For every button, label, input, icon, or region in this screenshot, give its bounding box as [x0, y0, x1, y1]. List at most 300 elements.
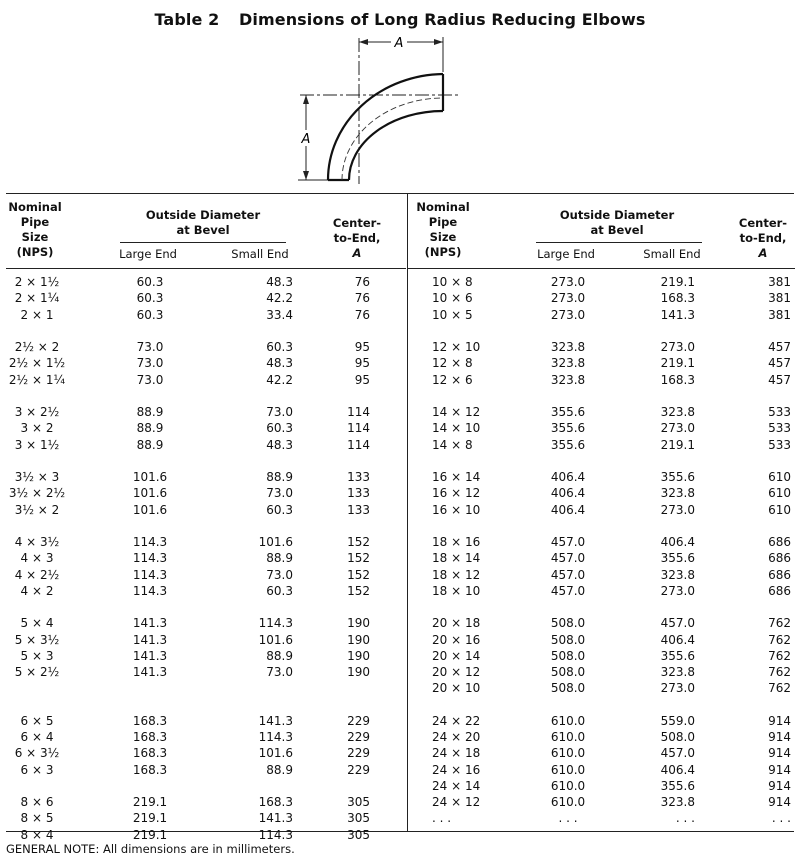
- cell-a: 190: [347, 616, 370, 631]
- header-large-end: Large End: [537, 247, 595, 261]
- cell-a: 457: [768, 356, 791, 371]
- cell-small: 114.3: [258, 827, 293, 842]
- cell-nps: 2½ × 1¼: [8, 372, 66, 387]
- arrowhead-up-icon: [303, 95, 309, 104]
- table-row: [6, 420, 406, 436]
- cell-a: . . .: [771, 811, 791, 826]
- cell-small: 114.3: [258, 616, 293, 631]
- cell-small: 219.1: [660, 356, 695, 371]
- cell-small: 457.0: [660, 746, 695, 761]
- table-row: [408, 713, 795, 729]
- table-row: [408, 664, 795, 680]
- cell-small: . . .: [675, 811, 695, 826]
- table-row: [6, 339, 406, 355]
- table-row: [6, 583, 406, 599]
- cell-small: 323.8: [660, 486, 695, 501]
- table-row: [6, 745, 406, 761]
- cell-large: 508.0: [550, 681, 586, 696]
- cell-large: 88.9: [136, 437, 164, 452]
- cell-small: 355.6: [660, 551, 695, 566]
- cell-nps: 14 × 10: [432, 421, 481, 436]
- cell-a: 152: [347, 583, 370, 598]
- cell-large: 610.0: [550, 795, 586, 809]
- table-row: [408, 274, 795, 290]
- table-row: [6, 567, 406, 583]
- table-row: [408, 469, 795, 485]
- cell-small: 48.3: [266, 275, 293, 289]
- cell-nps: 5 × 3: [20, 648, 54, 663]
- table-number: Table 2: [154, 10, 220, 29]
- cell-a: 762: [768, 648, 791, 663]
- cell-large: 141.3: [132, 665, 168, 679]
- cell-nps: 20 × 14: [432, 648, 481, 663]
- cell-a: 190: [347, 665, 370, 679]
- cell-large: 101.6: [132, 470, 168, 484]
- table-row: [408, 729, 795, 745]
- table-row: [6, 485, 406, 501]
- cell-a: 76: [354, 291, 370, 306]
- cell-small: 219.1: [660, 275, 695, 289]
- cell-a: 114: [347, 421, 370, 436]
- table-row: [6, 713, 406, 729]
- cell-large: 101.6: [132, 502, 168, 517]
- cell-a: 114: [347, 405, 370, 419]
- table-left-half: [6, 194, 406, 842]
- cell-nps: 18 × 12: [432, 567, 481, 582]
- table-row: [6, 729, 406, 745]
- cell-a: 762: [768, 665, 791, 679]
- cell-a: 686: [768, 567, 791, 582]
- cell-a: 914: [768, 713, 791, 728]
- cell-large: 323.8: [550, 372, 586, 387]
- cell-a: 457: [768, 340, 791, 354]
- table-row: [408, 534, 795, 550]
- table-row: [6, 355, 406, 371]
- table-row: [408, 372, 795, 388]
- cell-small: 73.0: [266, 665, 293, 679]
- cell-a: 305: [347, 811, 370, 826]
- cell-small: 73.0: [266, 405, 293, 419]
- table-row: [6, 632, 406, 648]
- cell-a: 152: [347, 567, 370, 582]
- table-row: [408, 567, 795, 583]
- table-row: [6, 810, 406, 826]
- cell-nps: 3½ × 2: [14, 502, 60, 517]
- header-od-group: Outside Diameter at Bevel: [145, 208, 261, 237]
- cell-a: 610: [768, 486, 791, 501]
- cell-nps: 4 × 3½: [14, 535, 60, 549]
- header-small-end: Small End: [231, 247, 289, 261]
- cell-large: 457.0: [550, 535, 586, 549]
- table-row: [408, 339, 795, 355]
- cell-small: 88.9: [266, 551, 293, 566]
- cell-nps: 20 × 12: [432, 665, 481, 679]
- cell-large: 168.3: [132, 746, 168, 761]
- cell-large: 219.1: [132, 811, 168, 826]
- cell-large: 88.9: [136, 405, 164, 419]
- cell-large: 60.3: [136, 275, 164, 289]
- cell-nps: 12 × 6: [432, 372, 473, 387]
- cell-small: 273.0: [660, 583, 695, 598]
- cell-small: 273.0: [660, 340, 695, 354]
- table-row: [408, 615, 795, 631]
- cell-small: 48.3: [266, 356, 293, 371]
- cell-a: 686: [768, 583, 791, 598]
- table-row: [408, 290, 795, 306]
- cell-nps: 8 × 5: [20, 811, 54, 826]
- table-header-right: [408, 194, 795, 269]
- cell-small: 33.4: [266, 307, 293, 322]
- cell-a: 762: [768, 681, 791, 696]
- cell-large: 508.0: [550, 648, 586, 663]
- cell-nps: 2½ × 1½: [8, 356, 66, 371]
- cell-large: 355.6: [550, 421, 586, 436]
- cell-nps: 4 × 2: [20, 583, 54, 598]
- table-row: [408, 778, 795, 794]
- cell-small: 42.2: [266, 372, 293, 387]
- cell-small: 168.3: [258, 795, 293, 809]
- cell-small: 141.3: [258, 713, 293, 728]
- cell-a: 114: [347, 437, 370, 452]
- cell-a: 95: [354, 356, 370, 371]
- cell-nps: 12 × 10: [432, 340, 481, 354]
- table-row: [408, 794, 795, 810]
- table-row: [408, 745, 795, 761]
- cell-a: 229: [347, 762, 370, 777]
- table-row: [6, 307, 406, 323]
- cell-nps: 24 × 18: [432, 746, 481, 761]
- cell-nps: 3 × 2½: [14, 405, 60, 419]
- cell-large: 610.0: [550, 778, 586, 793]
- cell-nps: . . .: [432, 811, 452, 826]
- cell-large: 610.0: [550, 762, 586, 777]
- cell-a: 229: [347, 713, 370, 728]
- cell-a: 533: [768, 437, 791, 452]
- arrowhead-left-icon: [359, 39, 368, 45]
- cell-nps: 5 × 4: [20, 616, 54, 631]
- cell-nps: 10 × 6: [432, 291, 473, 306]
- cell-a: 914: [768, 746, 791, 761]
- cell-a: 381: [768, 275, 791, 289]
- cell-large: 73.0: [136, 356, 164, 371]
- cell-a: 229: [347, 746, 370, 761]
- table-row: [6, 290, 406, 306]
- cell-large: 610.0: [550, 746, 586, 761]
- cell-nps: 6 × 3: [20, 762, 54, 777]
- cell-nps: 24 × 16: [432, 762, 481, 777]
- cell-large: 141.3: [132, 632, 168, 647]
- cell-small: 60.3: [266, 340, 293, 354]
- table-header-left: [6, 194, 406, 269]
- cell-small: 406.4: [660, 535, 695, 549]
- cell-nps: 5 × 2½: [14, 665, 60, 679]
- cell-large: 457.0: [550, 551, 586, 566]
- cell-small: 141.3: [258, 811, 293, 826]
- general-note: GENERAL NOTE: All dimensions are in millimeters.: [6, 842, 295, 856]
- cell-a: 95: [354, 340, 370, 354]
- cell-nps: 8 × 4: [20, 827, 54, 842]
- table-row: [408, 680, 795, 696]
- cell-large: 508.0: [550, 665, 586, 679]
- cell-large: 508.0: [550, 632, 586, 647]
- table-row: [408, 502, 795, 518]
- cell-small: 168.3: [660, 291, 695, 306]
- cell-large: 114.3: [132, 567, 168, 582]
- cell-nps: 4 × 2½: [14, 567, 60, 582]
- arrowhead-right-icon: [434, 39, 443, 45]
- cell-a: 610: [768, 502, 791, 517]
- table-row: [6, 469, 406, 485]
- elbow-outer-wall: [328, 74, 443, 180]
- table-row: [408, 810, 795, 826]
- cell-large: 406.4: [550, 486, 586, 501]
- cell-nps: 3½ × 3: [14, 470, 60, 484]
- cell-nps: 4 × 3: [20, 551, 54, 566]
- cell-small: 355.6: [660, 470, 695, 484]
- cell-nps: 14 × 8: [432, 437, 473, 452]
- cell-nps: 2 × 1½: [14, 275, 60, 289]
- header-small-end: Small End: [643, 247, 701, 261]
- cell-small: 168.3: [660, 372, 695, 387]
- cell-a: 133: [347, 502, 370, 517]
- header-rule: [120, 242, 286, 243]
- cell-nps: 16 × 10: [432, 502, 481, 517]
- cell-large: 114.3: [132, 551, 168, 566]
- cell-small: 508.0: [660, 730, 695, 744]
- cell-large: 457.0: [550, 567, 586, 582]
- cell-small: 559.0: [660, 713, 695, 728]
- cell-large: 168.3: [132, 762, 168, 777]
- table-row: [408, 404, 795, 420]
- cell-nps: 3 × 1½: [14, 437, 60, 452]
- cell-a: 914: [768, 778, 791, 793]
- cell-a: 686: [768, 535, 791, 549]
- cell-small: 219.1: [660, 437, 695, 452]
- cell-small: 323.8: [660, 665, 695, 679]
- header-large-end: Large End: [119, 247, 177, 261]
- table-row: [6, 274, 406, 290]
- cell-a: 457: [768, 372, 791, 387]
- header-rule: [536, 242, 702, 243]
- cell-large: 406.4: [550, 502, 586, 517]
- elbow-inner-wall: [349, 111, 443, 180]
- table-row: [6, 648, 406, 664]
- cell-small: 273.0: [660, 421, 695, 436]
- cell-large: 355.6: [550, 437, 586, 452]
- cell-nps: 24 × 12: [432, 795, 481, 809]
- cell-large: 273.0: [550, 307, 586, 322]
- cell-a: 533: [768, 421, 791, 436]
- cell-nps: 12 × 8: [432, 356, 473, 371]
- cell-small: 88.9: [266, 648, 293, 663]
- cell-nps: 2 × 1¼: [14, 291, 60, 306]
- cell-nps: 3½ × 2½: [8, 486, 66, 501]
- cell-nps: 20 × 10: [432, 681, 481, 696]
- table-row: [408, 550, 795, 566]
- cell-large: 141.3: [132, 616, 168, 631]
- cell-large: 323.8: [550, 356, 586, 371]
- table-row: [408, 648, 795, 664]
- cell-nps: 24 × 20: [432, 730, 481, 744]
- cell-a: 914: [768, 795, 791, 809]
- cell-a: 152: [347, 535, 370, 549]
- cell-a: 686: [768, 551, 791, 566]
- dimensions-table: [6, 193, 794, 842]
- cell-small: 457.0: [660, 616, 695, 631]
- cell-a: 190: [347, 632, 370, 647]
- cell-nps: 8 × 6: [20, 795, 54, 809]
- table-row: [408, 355, 795, 371]
- dimension-label-top: A: [394, 36, 404, 51]
- cell-small: 60.3: [266, 502, 293, 517]
- cell-small: 42.2: [266, 291, 293, 306]
- cell-a: 152: [347, 551, 370, 566]
- cell-large: 168.3: [132, 713, 168, 728]
- cell-small: 88.9: [266, 762, 293, 777]
- cell-nps: 20 × 16: [432, 632, 481, 647]
- cell-nps: 10 × 5: [432, 307, 473, 322]
- cell-large: 141.3: [132, 648, 168, 663]
- table-row: [408, 485, 795, 501]
- cell-large: 323.8: [550, 340, 586, 354]
- table-row: [408, 762, 795, 778]
- table-row: [408, 583, 795, 599]
- cell-nps: 16 × 12: [432, 486, 481, 501]
- cell-small: 73.0: [266, 567, 293, 582]
- cell-small: 141.3: [660, 307, 695, 322]
- cell-nps: 18 × 14: [432, 551, 481, 566]
- table-right-half: [407, 194, 795, 831]
- cell-nps: 3 × 2: [20, 421, 54, 436]
- cell-a: 76: [354, 307, 370, 322]
- cell-nps: 14 × 12: [432, 405, 481, 419]
- cell-a: 533: [768, 405, 791, 419]
- cell-large: 73.0: [136, 372, 164, 387]
- cell-nps: 20 × 18: [432, 616, 481, 631]
- cell-small: 355.6: [660, 648, 695, 663]
- cell-large: 219.1: [132, 827, 168, 842]
- cell-nps: 2 × 1: [20, 307, 54, 322]
- table-row: [408, 307, 795, 323]
- cell-large: 60.3: [136, 291, 164, 306]
- table-row: [6, 502, 406, 518]
- header-nps: Nominal Pipe Size (NPS): [416, 200, 470, 259]
- cell-small: 114.3: [258, 730, 293, 744]
- cell-a: 133: [347, 486, 370, 501]
- cell-small: 60.3: [266, 583, 293, 598]
- table-caption: Dimensions of Long Radius Reducing Elbows: [239, 10, 646, 29]
- cell-a: 381: [768, 291, 791, 306]
- cell-small: 48.3: [266, 437, 293, 452]
- cell-small: 323.8: [660, 567, 695, 582]
- cell-a: 762: [768, 632, 791, 647]
- cell-large: . . .: [558, 811, 578, 826]
- cell-small: 101.6: [258, 746, 293, 761]
- cell-a: 133: [347, 470, 370, 484]
- table-row: [6, 762, 406, 778]
- cell-a: 95: [354, 372, 370, 387]
- cell-small: 101.6: [258, 535, 293, 549]
- cell-small: 406.4: [660, 632, 695, 647]
- table-row: [408, 437, 795, 453]
- cell-small: 406.4: [660, 762, 695, 777]
- table-row: [6, 827, 406, 843]
- cell-large: 273.0: [550, 291, 586, 306]
- cell-a: 762: [768, 616, 791, 631]
- cell-large: 219.1: [132, 795, 168, 809]
- cell-large: 457.0: [550, 583, 586, 598]
- cell-a: 914: [768, 762, 791, 777]
- cell-nps: 2½ × 2: [14, 340, 60, 354]
- cell-large: 168.3: [132, 730, 168, 744]
- header-od-group: Outside Diameter at Bevel: [559, 208, 675, 237]
- cell-large: 355.6: [550, 405, 586, 419]
- cell-nps: 6 × 4: [20, 730, 54, 744]
- cell-a: 190: [347, 648, 370, 663]
- cell-small: 273.0: [660, 681, 695, 696]
- table-row: [408, 632, 795, 648]
- elbow-diagram: [290, 34, 470, 186]
- cell-small: 88.9: [266, 470, 293, 484]
- cell-small: 101.6: [258, 632, 293, 647]
- cell-large: 114.3: [132, 583, 168, 598]
- cell-large: 273.0: [550, 275, 586, 289]
- table-row: [408, 420, 795, 436]
- cell-a: 381: [768, 307, 791, 322]
- cell-a: 229: [347, 730, 370, 744]
- cell-small: 355.6: [660, 778, 695, 793]
- cell-a: 914: [768, 730, 791, 744]
- cell-nps: 6 × 5: [20, 713, 54, 728]
- cell-large: 73.0: [136, 340, 164, 354]
- table-row: [6, 372, 406, 388]
- cell-large: 60.3: [136, 307, 164, 322]
- table-row: [6, 794, 406, 810]
- cell-nps: 5 × 3½: [14, 632, 60, 647]
- cell-large: 88.9: [136, 421, 164, 436]
- cell-small: 323.8: [660, 405, 695, 419]
- cell-nps: 16 × 14: [432, 470, 481, 484]
- cell-small: 323.8: [660, 795, 695, 809]
- header-nps: Nominal Pipe Size (NPS): [8, 200, 62, 259]
- table-row: [6, 404, 406, 420]
- cell-large: 114.3: [132, 535, 168, 549]
- table-row: [6, 534, 406, 550]
- header-center-to-end: Center- to-End, A: [738, 216, 788, 260]
- cell-nps: 18 × 16: [432, 535, 481, 549]
- cell-large: 610.0: [550, 713, 586, 728]
- cell-a: 305: [347, 795, 370, 809]
- cell-small: 73.0: [266, 486, 293, 501]
- cell-large: 610.0: [550, 730, 586, 744]
- table-row: [6, 664, 406, 680]
- arrowhead-down-icon: [303, 171, 309, 180]
- dimension-label-left: A: [301, 132, 311, 147]
- cell-large: 508.0: [550, 616, 586, 631]
- cell-nps: 10 × 8: [432, 275, 473, 289]
- cell-a: 76: [354, 275, 370, 289]
- cell-small: 273.0: [660, 502, 695, 517]
- cell-small: 60.3: [266, 421, 293, 436]
- table-title: [0, 10, 800, 29]
- cell-a: 610: [768, 470, 791, 484]
- table-row: [6, 615, 406, 631]
- cell-large: 406.4: [550, 470, 586, 484]
- table-row: [6, 437, 406, 453]
- header-center-to-end: Center- to-End, A: [332, 216, 382, 260]
- cell-nps: 6 × 3½: [14, 746, 60, 761]
- cell-nps: 24 × 22: [432, 713, 481, 728]
